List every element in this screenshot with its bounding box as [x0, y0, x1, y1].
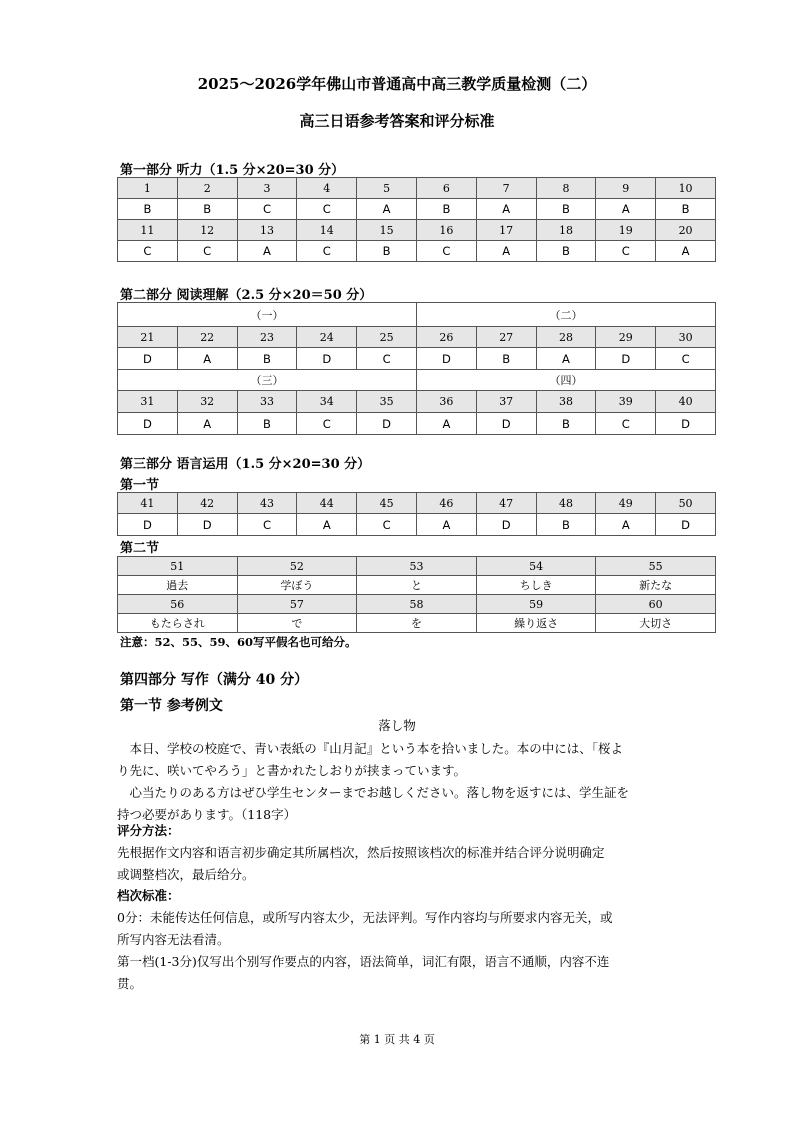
table-cell: ちしき [476, 576, 596, 595]
table-cell: 大切さ [596, 614, 716, 633]
table-row [118, 220, 716, 241]
table-cell: B [656, 199, 716, 220]
table-row [118, 327, 716, 348]
part4-heading: 第四部分 写作（满分 40 分） [120, 672, 309, 688]
table-cell: A [297, 514, 357, 536]
table-cell: D [118, 348, 178, 370]
table-cell: 14 [297, 220, 357, 241]
table-cell: A [417, 413, 477, 435]
table-cell: A [596, 199, 656, 220]
table-cell: 21 [118, 327, 178, 348]
table-cell: B [536, 514, 596, 536]
table-cell: 繰り返さ [476, 614, 596, 633]
table-cell: C [416, 241, 476, 262]
table-cell: 25 [357, 327, 417, 348]
table-cell: D [417, 348, 477, 370]
table-cell: 36 [417, 391, 477, 413]
table-cell: 6 [416, 178, 476, 199]
document-subtitle: 高三日语参考答案和评分标准 [299, 112, 495, 130]
table-cell: A [177, 348, 237, 370]
table-cell: もたらされ [118, 614, 238, 633]
table-row [118, 178, 716, 199]
table-cell: D [118, 514, 178, 536]
table-cell: 15 [357, 220, 417, 241]
table-cell: 16 [416, 220, 476, 241]
document-title: 2025～2026学年佛山市普通高中高三教学质量检测（二） [197, 75, 597, 93]
table-cell: 31 [118, 391, 178, 413]
table-cell: 3 [237, 178, 297, 199]
table-cell: 38 [536, 391, 596, 413]
table-cell: 35 [357, 391, 417, 413]
table-cell: 46 [416, 493, 476, 514]
part3-heading: 第三部分 语言运用（1.5 分×20=30 分） [120, 457, 371, 472]
table-cell: 学ぼう [237, 576, 357, 595]
table-cell: 55 [596, 557, 716, 576]
table-cell: 53 [357, 557, 477, 576]
scoring-method-heading: 评分方法： [117, 823, 180, 838]
table-cell: D [357, 413, 417, 435]
table-cell: 17 [476, 220, 536, 241]
part1-heading: 第一部分 听力（1.5 分×20=30 分） [120, 163, 345, 178]
table-cell: 40 [656, 391, 716, 413]
part2-answer-table [117, 302, 716, 435]
part1-answer-table [117, 177, 716, 262]
table-cell: D [656, 413, 716, 435]
table-cell: 11 [118, 220, 178, 241]
table-row [118, 493, 716, 514]
table-cell: C [118, 241, 178, 262]
table-cell: D [476, 413, 536, 435]
part4-section1-label: 第一节 参考例文 [120, 698, 223, 714]
table-cell: D [476, 514, 536, 536]
essay-body: 本日、学校の校庭で、青い表紙の『山月記』という本を拾いました。本の中には、「桜よ り先に、咲いてやろう」と書かれたしおりが挟まっています。 心当たりのある方はぜひ学生センターまでお越しください。落し物を返すには、学生証を 持つ必要があります。（118字） [117, 741, 630, 822]
table-cell: A [596, 514, 656, 536]
table-cell: C [357, 348, 417, 370]
table-cell: 12 [177, 220, 237, 241]
table-cell: 28 [536, 327, 596, 348]
table-cell: 42 [177, 493, 237, 514]
table-row [118, 303, 716, 327]
table-cell: D [177, 514, 237, 536]
table-cell: 29 [596, 327, 656, 348]
table-cell: C [297, 199, 357, 220]
table-cell: D [596, 348, 656, 370]
table-cell: 24 [297, 327, 357, 348]
essay-title: 落し物 [378, 718, 416, 733]
part3-note: 注意：52、55、59、60写平假名也可给分。 [120, 635, 357, 649]
table-row [118, 241, 716, 262]
table-cell: 52 [237, 557, 357, 576]
table-cell: C [177, 241, 237, 262]
table-cell: C [297, 413, 357, 435]
table-row [118, 614, 716, 633]
table-cell: 2 [177, 178, 237, 199]
table-cell: D [118, 413, 178, 435]
table-cell: 33 [237, 391, 297, 413]
table-cell: 57 [237, 595, 357, 614]
table-row [118, 595, 716, 614]
level-standard-text: 0分：未能传达任何信息，或所写内容太少，无法评判。写作内容均与所要求内容无关，或 所写内容无法看清。 第一档(1-3分)仅写出个别写作要点的内容，语法简单，词汇有限，语言不通顺，内容不连 贯。 [117, 910, 613, 991]
table-cell: B [536, 241, 596, 262]
table-cell: C [656, 348, 716, 370]
table-cell: D [656, 514, 716, 536]
part3-section1-label: 第一节 [120, 478, 160, 493]
group-label: （一） [118, 303, 417, 327]
table-cell: C [237, 514, 297, 536]
table-cell: B [536, 199, 596, 220]
table-cell: B [177, 199, 237, 220]
table-cell: A [357, 199, 417, 220]
table-cell: 9 [596, 178, 656, 199]
table-cell: 32 [177, 391, 237, 413]
table-cell: A [476, 199, 536, 220]
table-cell: B [476, 348, 536, 370]
table-cell: B [416, 199, 476, 220]
table-cell: 44 [297, 493, 357, 514]
table-cell: 41 [118, 493, 178, 514]
table-cell: と [357, 576, 477, 595]
table-cell: A [476, 241, 536, 262]
table-cell: 48 [536, 493, 596, 514]
level-standard-heading: 档次标准： [117, 888, 180, 903]
group-label: （二） [417, 303, 716, 327]
table-row [118, 413, 716, 435]
table-cell: 新たな [596, 576, 716, 595]
table-cell: D [297, 348, 357, 370]
table-row [118, 370, 716, 391]
table-cell: 51 [118, 557, 238, 576]
table-cell: 54 [476, 557, 596, 576]
table-cell: 34 [297, 391, 357, 413]
table-cell: 43 [237, 493, 297, 514]
table-cell: 18 [536, 220, 596, 241]
table-cell: 45 [357, 493, 417, 514]
table-cell: 58 [357, 595, 477, 614]
table-cell: A [656, 241, 716, 262]
page-footer: 第 1 页 共 4 页 [359, 1033, 435, 1046]
table-cell: A [416, 514, 476, 536]
table-cell: B [237, 413, 297, 435]
table-cell: A [536, 348, 596, 370]
table-cell: 39 [596, 391, 656, 413]
table-cell: 19 [596, 220, 656, 241]
group-label: （四） [417, 370, 716, 391]
table-cell: 13 [237, 220, 297, 241]
table-cell: 7 [476, 178, 536, 199]
table-cell: 過去 [118, 576, 238, 595]
table-cell: 50 [656, 493, 716, 514]
table-cell: 59 [476, 595, 596, 614]
table-cell: B [118, 199, 178, 220]
table-cell: 4 [297, 178, 357, 199]
table-cell: C [357, 514, 417, 536]
table-cell: 30 [656, 327, 716, 348]
table-cell: C [596, 413, 656, 435]
table-cell: B [357, 241, 417, 262]
table-cell: C [237, 199, 297, 220]
table-cell: 20 [656, 220, 716, 241]
table-cell: C [596, 241, 656, 262]
table-cell: 47 [476, 493, 536, 514]
table-cell: B [536, 413, 596, 435]
table-cell: 10 [656, 178, 716, 199]
table-cell: A [237, 241, 297, 262]
table-cell: 37 [476, 391, 536, 413]
table-row [118, 514, 716, 536]
table-row [118, 199, 716, 220]
table-cell: C [297, 241, 357, 262]
table-row [118, 576, 716, 595]
part2-heading: 第二部分 阅读理解（2.5 分×20＝50 分） [120, 288, 373, 303]
table-row [118, 557, 716, 576]
table-cell: を [357, 614, 477, 633]
table-row [118, 391, 716, 413]
group-label: （三） [118, 370, 417, 391]
table-cell: 27 [476, 327, 536, 348]
table-cell: 22 [177, 327, 237, 348]
table-cell: 49 [596, 493, 656, 514]
table-row [118, 348, 716, 370]
table-cell: 56 [118, 595, 238, 614]
table-cell: 60 [596, 595, 716, 614]
table-cell: B [237, 348, 297, 370]
scoring-method-text: 先根据作文内容和语言初步确定其所属档次，然后按照该档次的标准并结合评分说明确定 或调整档次，最后给分。 [117, 845, 605, 882]
table-cell: A [177, 413, 237, 435]
table-cell: 23 [237, 327, 297, 348]
table-cell: 26 [417, 327, 477, 348]
part3-section2-label: 第二节 [120, 541, 160, 556]
table-cell: 5 [357, 178, 417, 199]
table-cell: 1 [118, 178, 178, 199]
part3-section1-table [117, 492, 716, 536]
table-cell: で [237, 614, 357, 633]
table-cell: 8 [536, 178, 596, 199]
part3-section2-table [117, 556, 716, 633]
